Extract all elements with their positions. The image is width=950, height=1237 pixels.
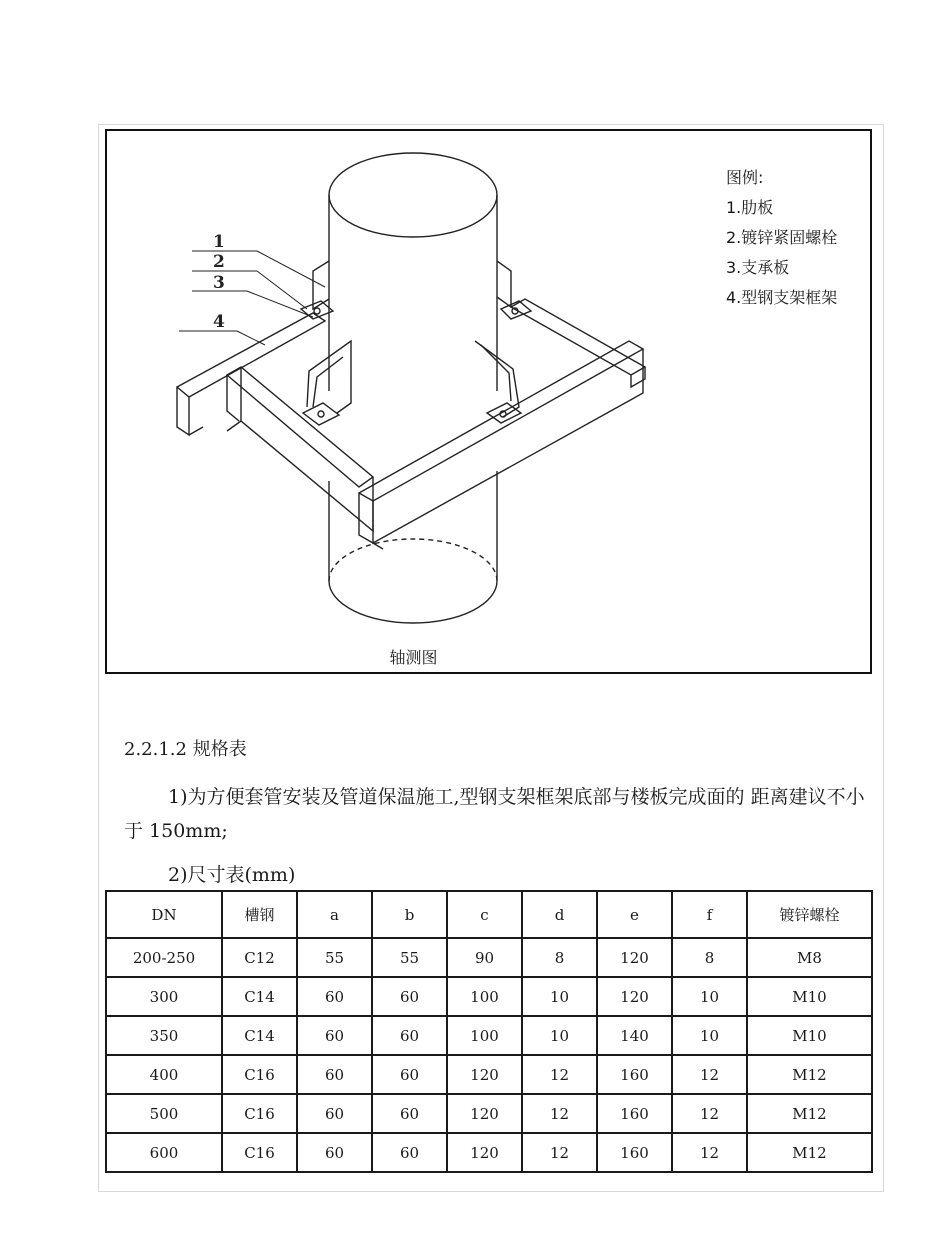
table-header-row — [106, 891, 872, 938]
table-cell: 60 — [372, 1016, 447, 1055]
table-cell: 160 — [597, 1094, 672, 1133]
table-cell: 300 — [106, 977, 222, 1016]
table-cell: 60 — [297, 1016, 372, 1055]
table-cell: 55 — [372, 938, 447, 977]
table-cell: 100 — [447, 1016, 522, 1055]
table-cell: 12 — [672, 1133, 747, 1172]
legend-item: 1.肋板 — [726, 198, 774, 217]
table-cell: 8 — [522, 938, 597, 977]
table-cell: 60 — [297, 1094, 372, 1133]
table-cell: 120 — [447, 1094, 522, 1133]
table-cell: 10 — [522, 1016, 597, 1055]
table-cell: 60 — [372, 977, 447, 1016]
axonometric-figure — [105, 129, 872, 674]
callout-label-3: 3 — [213, 273, 225, 293]
dimension-table — [105, 890, 873, 1173]
table-cell: M12 — [747, 1133, 872, 1172]
table-cell: C12 — [222, 938, 297, 977]
table-row — [106, 977, 872, 1016]
table-cell: C16 — [222, 1094, 297, 1133]
table-cell: 60 — [297, 977, 372, 1016]
table-row — [106, 1133, 872, 1172]
table-cell: C14 — [222, 977, 297, 1016]
table-cell: 60 — [372, 1133, 447, 1172]
table-cell: 160 — [597, 1055, 672, 1094]
table-row — [106, 1016, 872, 1055]
callout-label-1: 1 — [213, 232, 225, 252]
callout-label-4: 4 — [213, 312, 225, 332]
table-row — [106, 1055, 872, 1094]
header-cell: DN — [106, 891, 222, 938]
paragraph-clearance: 1)为方便套管安装及管道保温施工,型钢支架框架底部与楼板完成面的 距离建议不小于 150mm; — [124, 786, 865, 842]
table-cell: 10 — [522, 977, 597, 1016]
table-cell: 10 — [672, 977, 747, 1016]
table-cell: M10 — [747, 977, 872, 1016]
table-cell: 55 — [297, 938, 372, 977]
section-heading: 2.2.1.2 规格表 — [124, 739, 247, 760]
table-cell: 350 — [106, 1016, 222, 1055]
table-cell: 200-250 — [106, 938, 222, 977]
table-cell: 120 — [597, 977, 672, 1016]
header-cell: c — [447, 891, 522, 938]
header-cell: b — [372, 891, 447, 938]
table-cell: 10 — [672, 1016, 747, 1055]
figure-legend — [726, 163, 837, 313]
table-cell: C14 — [222, 1016, 297, 1055]
legend-item: 2.镀锌紧固螺栓 — [726, 228, 838, 247]
sleeve-pipe-lower — [329, 471, 497, 623]
sleeve-pipe-upper — [329, 153, 497, 391]
table-cell: 60 — [372, 1055, 447, 1094]
table-row — [106, 1094, 872, 1133]
table-cell: 12 — [522, 1094, 597, 1133]
callout-label-2: 2 — [213, 252, 225, 272]
header-cell: d — [522, 891, 597, 938]
table-cell: M12 — [747, 1055, 872, 1094]
table-cell: 60 — [372, 1094, 447, 1133]
table-cell: 160 — [597, 1133, 672, 1172]
legend-title: 图例: — [726, 168, 764, 187]
table-cell: M10 — [747, 1016, 872, 1055]
legend-item: 3.支承板 — [726, 258, 790, 277]
table-cell: 60 — [297, 1133, 372, 1172]
table-cell: 12 — [672, 1055, 747, 1094]
header-cell: e — [597, 891, 672, 938]
callout-leaders — [179, 251, 325, 345]
header-cell: a — [297, 891, 372, 938]
table-cell: C16 — [222, 1055, 297, 1094]
table-cell: 100 — [447, 977, 522, 1016]
header-cell: 镀锌螺栓 — [747, 891, 872, 938]
table-cell: 120 — [447, 1055, 522, 1094]
table-cell: C16 — [222, 1133, 297, 1172]
table-cell: 600 — [106, 1133, 222, 1172]
table-cell: 90 — [447, 938, 522, 977]
table-cell: 140 — [597, 1016, 672, 1055]
table-cell: 12 — [672, 1094, 747, 1133]
rib-plates — [307, 261, 519, 417]
table-cell: 12 — [522, 1133, 597, 1172]
table-cell: M8 — [747, 938, 872, 977]
table-cell: M12 — [747, 1094, 872, 1133]
figure-caption: 轴测图 — [389, 648, 438, 667]
table-cell: 12 — [522, 1055, 597, 1094]
legend-item: 4.型钢支架框架 — [726, 288, 838, 307]
paragraph-table-title: 2)尺寸表(mm) — [168, 864, 296, 886]
header-cell: f — [672, 891, 747, 938]
table-cell: 120 — [597, 938, 672, 977]
table-cell: 60 — [297, 1055, 372, 1094]
table-cell: 8 — [672, 938, 747, 977]
header-cell: 槽钢 — [222, 891, 297, 938]
table-cell: 500 — [106, 1094, 222, 1133]
table-cell: 400 — [106, 1055, 222, 1094]
table-row — [106, 938, 872, 977]
table-cell: 120 — [447, 1133, 522, 1172]
